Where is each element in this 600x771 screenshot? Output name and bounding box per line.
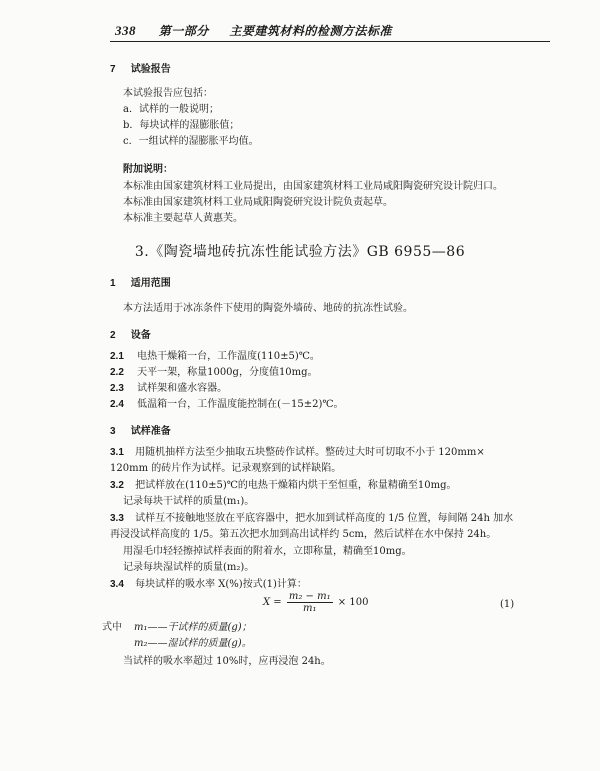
paragraph-3-3	[110, 512, 513, 525]
definition-m2: m₂——湿试样的质量(g)。	[134, 638, 252, 649]
section-7-number: 7	[110, 64, 116, 75]
paragraph-line: 记录每块湿试样的质量(m₂)。	[123, 562, 255, 573]
item-number: 3.3	[110, 513, 124, 524]
item-number: 2.3	[110, 383, 124, 394]
section-1-text: 本方法适用于冰冻条件下使用的陶瓷外墙砖、地砖的抗冻性试验。	[123, 303, 413, 314]
list-item: c．一组试样的湿膨胀平均值。	[123, 136, 259, 147]
section-7-heading	[110, 63, 171, 76]
section-7-title: 试验报告	[130, 64, 171, 75]
item-text: 天平一架，称量1000g，分度值10mg。	[137, 367, 318, 378]
formula-number: (1)	[500, 599, 515, 610]
paragraph-line: 把试样放在(110±5)℃的电热干燥箱内烘干至恒重，称量精确至10mg。	[135, 480, 457, 491]
list-item	[110, 350, 320, 363]
item-number: 3.4	[110, 579, 124, 590]
item-number: 2.4	[110, 399, 124, 410]
appendix-line: 本标准主要起草人黄惠芙。	[123, 213, 243, 224]
section-1-heading	[110, 277, 171, 290]
list-item	[110, 366, 318, 379]
item-number: 3.1	[110, 447, 124, 458]
definition-m1: m₁——干试样的质量(g)；	[134, 622, 252, 633]
formula-tail: × 100	[337, 597, 369, 608]
formula-numerator: m₂ − m₁	[288, 591, 331, 602]
page-number: 338	[115, 23, 136, 38]
item-text: 低温箱一台，工作温度能控制在(－15±2)℃。	[137, 399, 344, 410]
section-3-title: 试样准备	[130, 426, 171, 437]
running-header	[115, 22, 392, 39]
paragraph-line: 记录每块干试样的质量(m₁)。	[123, 496, 255, 507]
formula-denominator: m₁	[302, 603, 317, 614]
header-rule	[110, 41, 550, 42]
paragraph-3-4	[110, 578, 307, 591]
appendix-line: 本标准由国家建筑材料工业局咸阳陶瓷研究设计院负责起草。	[123, 197, 393, 208]
paragraph-line: 试样互不接触地竖放在平底容器中，把水加到试样高度的 1/5 位置，每间隔 24h 加水	[135, 513, 514, 524]
formula	[263, 591, 368, 614]
paragraph-line: 120mm 的砖片作为试样。记录观察到的试样缺陷。	[110, 463, 342, 474]
list-item: a．试样的一般说明；	[123, 104, 219, 115]
paragraph-3-1	[110, 446, 485, 459]
item-number: 2.2	[110, 367, 124, 378]
header-section: 第一部分	[158, 24, 209, 38]
item-number: 2.1	[110, 351, 124, 362]
item-text: 电热干燥箱一台，工作温度(110±5)℃。	[137, 351, 320, 362]
section-3-number: 3	[110, 426, 116, 437]
formula-lhs: X =	[263, 597, 282, 608]
item-text: 试样架和盛水容器。	[137, 383, 228, 394]
list-item	[110, 398, 344, 411]
section-3-heading	[110, 425, 171, 438]
section-1-title: 适用范围	[130, 278, 171, 289]
section-7-intro: 本试验报告应包括：	[123, 88, 213, 99]
list-item	[110, 382, 227, 395]
section-2-heading	[110, 329, 151, 342]
section-1-number: 1	[110, 278, 116, 289]
where-label: 式中	[102, 622, 122, 633]
section-2-title: 设备	[130, 330, 151, 341]
document-title: 3.《陶瓷墙地砖抗冻性能试验方法》GB 6955—86	[134, 244, 466, 260]
section-2-number: 2	[110, 330, 116, 341]
paragraph-line: 用湿毛巾轻轻擦掉试样表面的附着水，立即称量，精确至10mg。	[123, 546, 412, 557]
item-number: 3.2	[110, 480, 124, 491]
list-item: b．每块试样的湿膨胀值；	[123, 120, 240, 131]
paragraph-line: 用随机抽样方法至少抽取五块整砖作试样。整砖过大时可切取不小于 120mm×	[135, 447, 485, 458]
appendix-heading: 附加说明：	[123, 164, 173, 175]
paragraph-3-2	[110, 479, 457, 492]
paragraph-line: 每块试样的吸水率 X(%)按式(1)计算：	[135, 579, 307, 590]
header-title: 主要建筑材料的检测方法标准	[229, 24, 392, 38]
paragraph-line: 再浸没试样高度的 1/5。第五次把水加到高出试样约 5cm，然后试样在水中保持 24h。	[110, 529, 497, 540]
closing-line: 当试样的吸水率超过 10%时，应再浸泡 24h。	[123, 656, 331, 667]
formula-fraction	[287, 591, 333, 614]
appendix-line: 本标准由国家建筑材料工业局提出，由国家建筑材料工业局咸阳陶瓷研究设计院归口。	[123, 181, 503, 192]
